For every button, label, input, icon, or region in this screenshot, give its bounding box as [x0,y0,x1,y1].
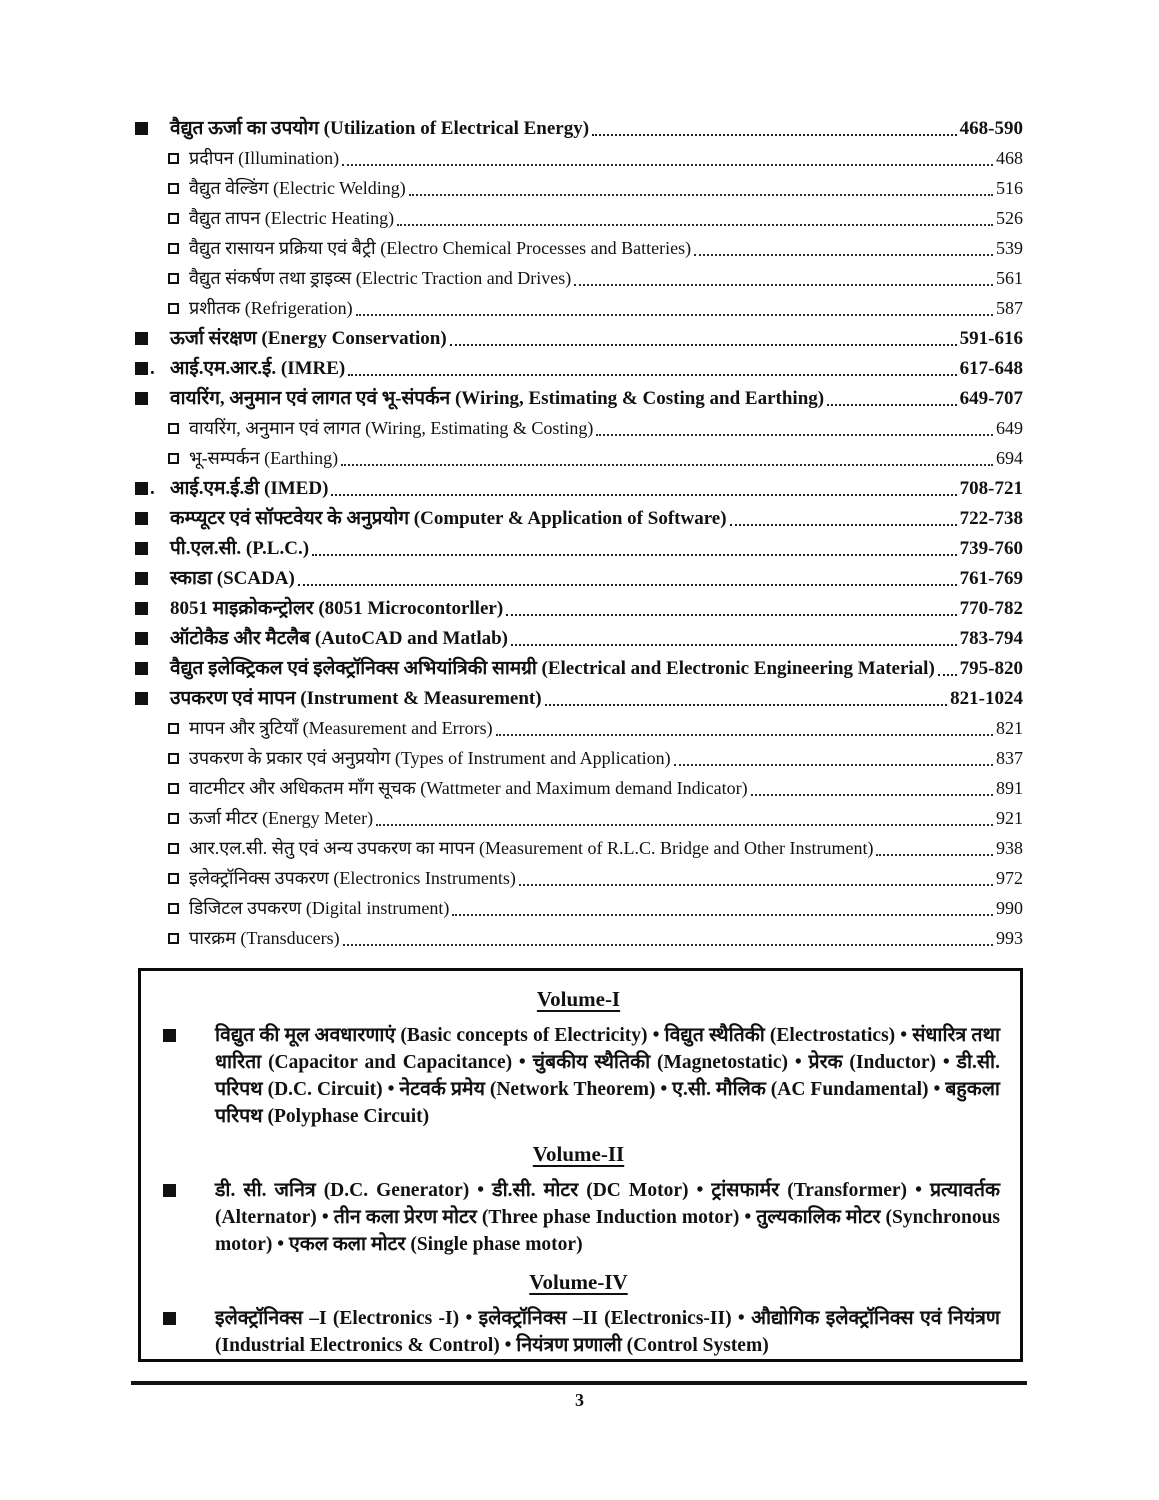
toc-item-pages: 990 [996,898,1023,918]
dot-leader [447,323,960,353]
toc-item-pages: 516 [996,178,1023,198]
toc-item [135,563,1023,593]
volume-title: Volume-IV [529,1270,628,1294]
filled-square-bullet-icon [135,479,170,498]
toc-item-pages: 770-782 [959,597,1023,619]
volume-contents-text: डी. सी. जनित्र (D.C. Generator) • डी.सी. मोटर (DC Motor) • ट्रांसफार्मर (Transformer) • प्रत्यावर्तक (Alternator) • तीन कला प्रेरण मोटर (Three phase Induction motor) • तुल्यकालिक मोटर (Synchronous motor) • एकल कला मोटर (Single phase motor) [215,1180,1000,1255]
bullet-suffix: . [150,357,155,379]
toc-item [135,833,1023,863]
filled-square-bullet-icon [135,332,170,345]
toc-item-label: वैद्युत ऊर्जा का उपयोग (Utilization of Electrical Energy) [170,117,590,139]
dot-leader [671,743,996,773]
toc-item-label: वायरिंग, अनुमान एवं लागत एवं भू-संपर्कन (Wiring, Estimating & Costing and Earthing) [170,387,825,409]
toc-item-pages: 526 [996,208,1023,228]
dot-leader [593,413,996,443]
toc-item-pages: 617-648 [959,357,1023,379]
toc-item [135,713,1023,743]
dot-leader [340,923,996,953]
filled-square-bullet-icon [157,1022,215,1047]
hollow-square-bullet-icon [168,213,189,224]
filled-square-bullet-icon [135,542,170,555]
filled-square-bullet-icon [135,392,170,405]
hollow-square-bullet-icon [168,453,189,464]
toc-item [135,623,1023,653]
dot-leader [748,773,996,803]
toc-item-pages: 921 [996,808,1023,828]
dot-leader [503,593,960,623]
toc-item [135,383,1023,413]
toc-item [135,923,1023,953]
dot-leader [406,173,996,203]
dot-leader [353,293,996,323]
hollow-square-bullet-icon [168,873,189,884]
toc-item-pages: 722-738 [959,507,1023,529]
hollow-square-bullet-icon [168,273,189,284]
toc-item-pages: 972 [996,868,1023,888]
toc-item [135,683,1023,713]
toc-item-pages: 837 [996,748,1023,768]
filled-square-bullet-icon [135,692,170,705]
filled-square-bullet-icon [135,632,170,645]
filled-square-bullet-icon [135,602,170,615]
toc-item-label: उपकरण के प्रकार एवं अनुप्रयोग (Types of Instrument and Application) [189,748,671,768]
hollow-square-bullet-icon [168,753,189,764]
toc-item-label: वैद्युत रासायन प्रक्रिया एवं बैट्री (Electro Chemical Processes and Batteries) [189,238,692,258]
toc-item-label: पी.एल.सी. (P.L.C.) [170,537,310,559]
toc-item-pages: 783-794 [959,627,1023,649]
toc-item-pages: 761-769 [959,567,1023,589]
toc-item [135,653,1023,683]
dot-leader [508,623,960,653]
toc-item-pages: 591-616 [959,327,1023,349]
toc-item-label: वैद्युत इलेक्ट्रिकल एवं इलेक्ट्रॉनिक्स अभियांत्रिकी सामग्री (Electrical and Electronic Engineering Material) [170,657,935,679]
toc-item [135,173,1023,203]
dot-leader [345,353,959,383]
dot-leader [373,803,996,833]
toc-item [135,863,1023,893]
toc-item-label: प्रशीतक (Refrigeration) [189,298,353,318]
dot-leader [542,683,951,713]
toc-item [135,743,1023,773]
toc-item-label: आर.एल.सी. सेतु एवं अन्य उपकरण का मापन (Measurement of R.L.C. Bridge and Other Instrument) [189,838,874,858]
toc-item-label: डिजिटल उपकरण (Digital instrument) [189,898,450,918]
toc-item-pages: 468-590 [959,117,1023,139]
toc-item [135,353,1023,383]
toc-item [135,443,1023,473]
toc-item-label: ऊर्जा मीटर (Energy Meter) [189,808,374,828]
toc-item [135,473,1023,503]
toc-item [135,503,1023,533]
dot-leader [727,503,960,533]
toc-item [135,143,1023,173]
page-number: 3 [575,1390,584,1410]
dot-leader [449,893,996,923]
filled-square-bullet-icon [135,662,170,675]
toc-item-pages: 891 [996,778,1023,798]
toc-list [135,113,1023,953]
toc-item-label: पारक्रम (Transducers) [189,928,340,948]
dot-leader [691,233,996,263]
toc-item-label: उपकरण एवं मापन (Instrument & Measurement) [170,687,542,709]
dot-leader [516,863,996,893]
toc-item-pages: 468 [996,148,1023,168]
filled-square-bullet-icon [157,1305,215,1330]
toc-item-label: आई.एम.आर.ई. (IMRE) [170,357,346,379]
toc-item [135,113,1023,143]
volume-contents [157,1022,1000,1130]
toc-item-pages: 739-760 [959,537,1023,559]
dot-leader [309,533,960,563]
toc-item-label: वायरिंग, अनुमान एवं लागत (Wiring, Estimating & Costing) [189,418,594,438]
dot-leader [328,473,959,503]
toc-item-pages: 708-721 [959,477,1023,499]
toc-item-label: इलेक्ट्रॉनिक्स उपकरण (Electronics Instruments) [189,868,516,888]
toc-item-label: भू-सम्पर्कन (Earthing) [189,448,339,468]
dot-leader [394,203,996,233]
toc-item-label: मापन और त्रुटियाँ (Measurement and Errors) [189,718,493,738]
toc-item [135,773,1023,803]
hollow-square-bullet-icon [168,723,189,734]
hollow-square-bullet-icon [168,933,189,944]
filled-square-bullet-icon [135,512,170,525]
toc-item-pages: 821-1024 [950,687,1023,709]
volume-title: Volume-II [532,1142,625,1166]
toc-item-label: 8051 माइक्रोकन्ट्रोलर (8051 Microcontorller) [170,597,504,619]
toc-item-pages: 539 [996,238,1023,258]
dot-leader [338,443,996,473]
dot-leader [589,113,960,143]
volume-contents [157,1305,1000,1359]
toc-item [135,233,1023,263]
toc-item-pages: 649 [996,418,1023,438]
dot-leader [295,563,960,593]
footer-rule [131,1381,1027,1385]
hollow-square-bullet-icon [168,183,189,194]
toc-item-label: वाटमीटर और अधिकतम माँग सूचक (Wattmeter and Maximum demand Indicator) [189,778,748,798]
toc-item-label: आई.एम.ई.डी (IMED) [170,477,329,499]
toc-item-label: ऑटोकैड और मैटलैब (AutoCAD and Matlab) [170,627,508,649]
toc-item-pages: 561 [996,268,1023,288]
toc-item [135,293,1023,323]
toc-item-pages: 587 [996,298,1023,318]
toc-item-label: वैद्युत संकर्षण तथा ड्राइव्स (Electric Traction and Drives) [189,268,572,288]
toc-item-label: स्काडा (SCADA) [170,567,295,589]
volume-contents [157,1177,1000,1258]
toc-item-label: प्रदीपन (Illumination) [189,148,340,168]
volume-box [138,968,1023,1362]
dot-leader [571,263,996,293]
toc-item-pages: 795-820 [959,657,1023,679]
toc-item [135,263,1023,293]
toc-item [135,413,1023,443]
filled-square-bullet-icon [135,122,170,135]
toc-item [135,893,1023,923]
toc-item-pages: 993 [996,928,1023,948]
filled-square-bullet-icon [135,572,170,585]
toc-item-label: कम्प्यूटर एवं सॉफ्टवेयर के अनुप्रयोग (Computer & Application of Software) [170,507,727,529]
toc-item [135,323,1023,353]
toc-item-label: ऊर्जा संरक्षण (Energy Conservation) [170,327,447,349]
dot-leader [824,383,960,413]
hollow-square-bullet-icon [168,423,189,434]
dot-leader [873,833,996,863]
toc-item-pages: 821 [996,718,1023,738]
hollow-square-bullet-icon [168,243,189,254]
volume-contents-text: इलेक्ट्रॉनिक्स –I (Electronics -I) • इलेक्ट्रॉनिक्स –II (Electronics-II) • औद्योगिक इलेक्ट्रॉनिक्स एवं नियंत्रण (Industrial Electronics & Control) • नियंत्रण प्रणाली (Control System) [215,1308,1000,1356]
filled-square-bullet-icon [157,1177,215,1202]
dot-leader [935,653,960,683]
bullet-suffix: . [150,477,155,499]
toc-item-pages: 694 [996,448,1023,468]
filled-square-bullet-icon [135,359,170,378]
toc-item [135,533,1023,563]
toc-item-pages: 938 [996,838,1023,858]
hollow-square-bullet-icon [168,153,189,164]
hollow-square-bullet-icon [168,903,189,914]
toc-item [135,593,1023,623]
dot-leader [493,713,996,743]
toc-item-pages: 649-707 [959,387,1023,409]
hollow-square-bullet-icon [168,813,189,824]
volume-title: Volume-I [536,987,621,1011]
toc-item-label: वैद्युत तापन (Electric Heating) [189,208,395,228]
toc-item [135,803,1023,833]
hollow-square-bullet-icon [168,843,189,854]
dot-leader [339,143,996,173]
volume-contents-text: विद्युत की मूल अवधारणाएं (Basic concepts of Electricity) • विद्युत स्थैतिकी (Electrostatics) • संधारित्र तथा धारिता (Capacitor and Capacitance) • चुंबकीय स्थैतिकी (Magnetostatic) • प्रेरक (Inductor) • डी.सी. परिपथ (D.C. Circuit) • नेटवर्क प्रमेय (Network Theorem) • ए.सी. मौलिक (AC Fundamental) • बहुकला परिपथ (Polyphase Circuit) [215,1025,1000,1127]
hollow-square-bullet-icon [168,783,189,794]
toc-item [135,203,1023,233]
hollow-square-bullet-icon [168,303,189,314]
toc-item-label: वैद्युत वेल्डिंग (Electric Welding) [189,178,406,198]
